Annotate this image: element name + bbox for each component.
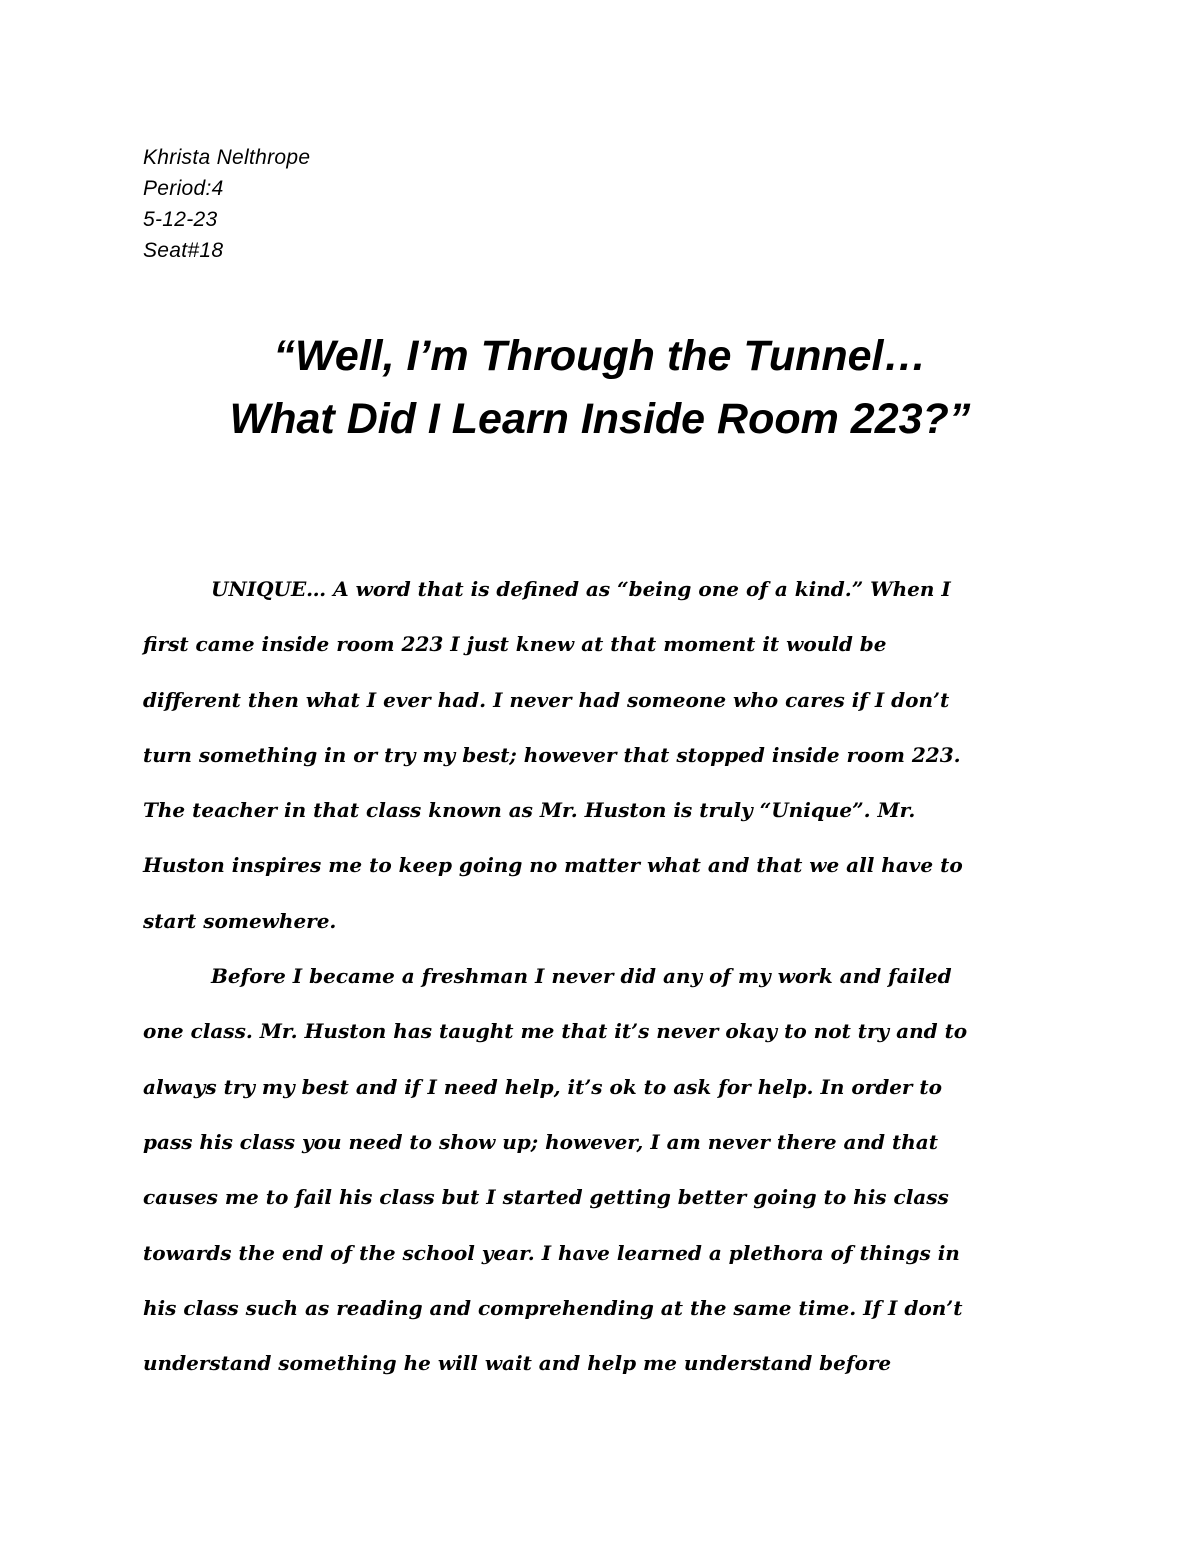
paragraph-1-line: start somewhere. bbox=[143, 908, 337, 933]
paragraph-1-line: first came inside room 223 I just knew at that moment it would be bbox=[143, 632, 887, 657]
essay-body bbox=[143, 562, 1063, 1391]
paragraph-2-line: his class such as reading and comprehending at the same time. If I don’t bbox=[143, 1295, 963, 1320]
paragraph-1-line: UNIQUE… A word that is defined as “being one of a kind.” When I bbox=[211, 577, 951, 601]
paragraph-1-line: different then what I ever had. I never had someone who cares if I don’t bbox=[143, 687, 950, 712]
title-line-1: “Well, I’m Through the Tunnel… bbox=[273, 332, 927, 380]
class-period: Period:4 bbox=[143, 177, 224, 200]
student-name: Khrista Nelthrope bbox=[143, 146, 311, 169]
paragraph-2-line: towards the end of the school year. I have learned a plethora of things in bbox=[143, 1240, 960, 1265]
essay-title bbox=[0, 325, 1200, 451]
date: 5-12-23 bbox=[143, 208, 218, 231]
paragraph-1-line: The teacher in that class known as Mr. Huston is truly “Unique”. Mr. bbox=[143, 798, 916, 823]
paragraph-2-line: causes me to fail his class but I started getting better going to his class bbox=[143, 1185, 949, 1210]
paragraph-1-line: turn something in or try my best; however that stopped inside room 223. bbox=[143, 742, 961, 767]
paragraph-2-line: pass his class you need to show up; however, I am never there and that bbox=[143, 1129, 938, 1154]
paragraph-2-line: understand something he will wait and help me understand before bbox=[143, 1351, 892, 1376]
seat-number: Seat#18 bbox=[143, 239, 224, 262]
paragraph-2-line: Before I became a freshman I never did any of my work and failed bbox=[211, 964, 952, 989]
paragraph-2-line: one class. Mr. Huston has taught me that it’s never okay to not try and to bbox=[143, 1019, 968, 1044]
title-line-2: What Did I Learn Inside Room 223?” bbox=[229, 395, 971, 443]
student-info-header bbox=[143, 142, 310, 266]
paragraph-1-line: Huston inspires me to keep going no matter what and that we all have to bbox=[143, 853, 963, 878]
paragraph-2-line: always try my best and if I need help, it’s ok to ask for help. In order to bbox=[143, 1074, 942, 1099]
